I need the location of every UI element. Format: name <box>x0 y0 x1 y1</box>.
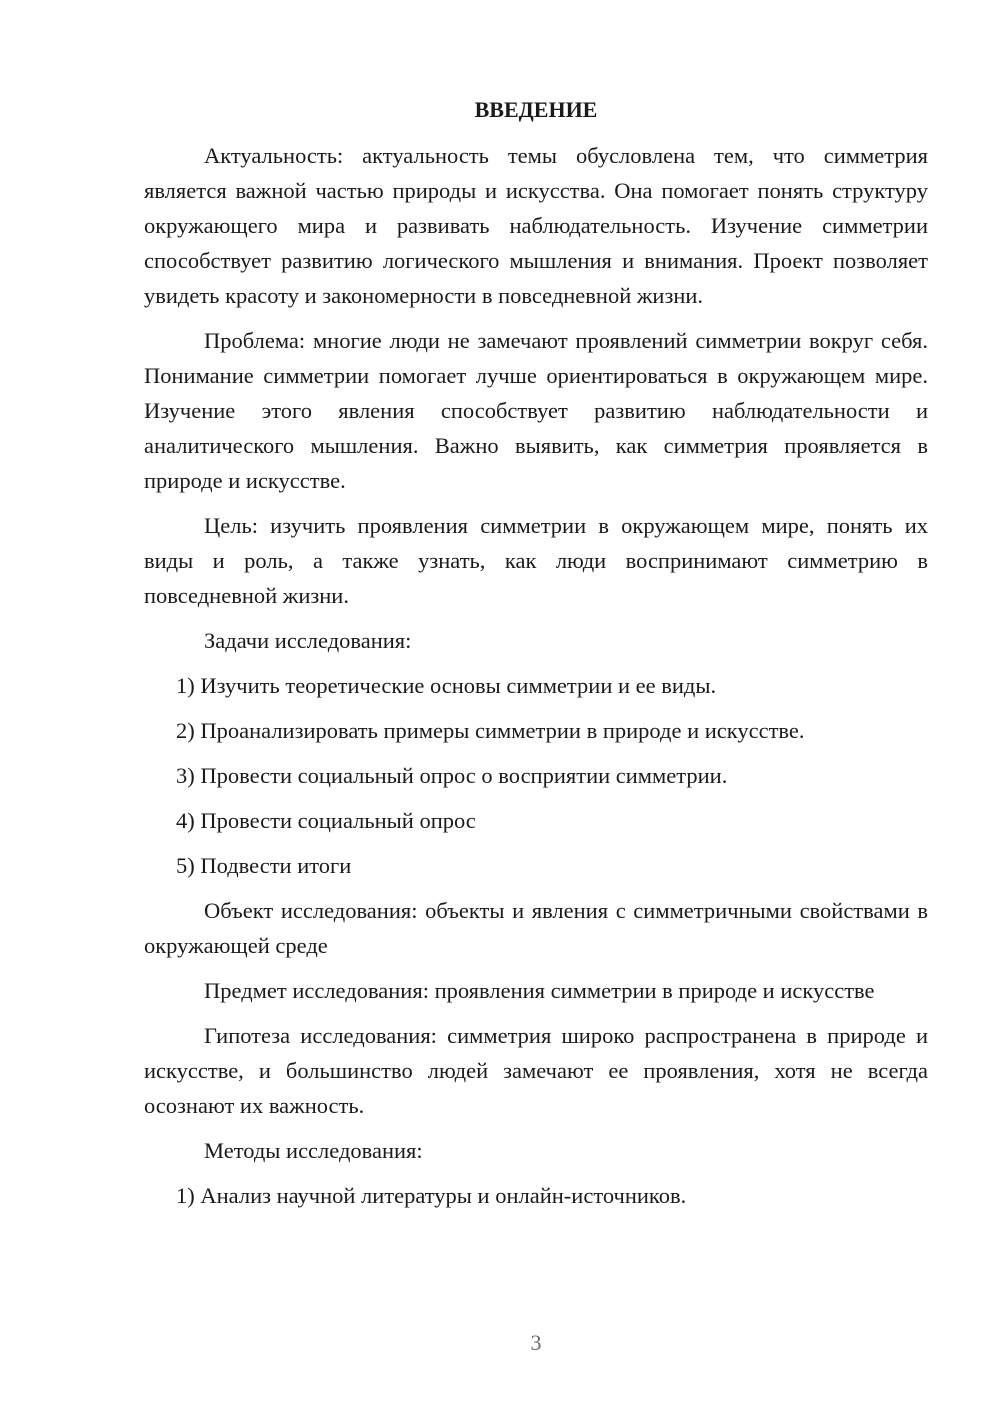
list-item: 1) Изучить теоретические основы симметрии и ее виды. <box>176 673 717 698</box>
subject-paragraph: Предмет исследования: проявления симметрии в природе и искусстве <box>204 978 875 1003</box>
relevance-paragraph: Актуальность: актуальность темы обусловлена тем, что симметрия является важной частью природы и искусства. Она помогает понять структуру окружающего мира и развивать наблюдательность. Изучение симметрии способствует развитию логического мышления и внимания. Проект позволяет увидеть красоту и закономерности в повседневной жизни. <box>144 143 928 308</box>
list-item: 5) Подвести итоги <box>176 853 352 878</box>
tasks-list <box>144 668 928 883</box>
goal-paragraph: Цель: изучить проявления симметрии в окружающем мире, понять их виды и роль, а также узнать, как люди воспринимают симметрию в повседневной жизни. <box>144 513 928 608</box>
list-item: 3) Провести социальный опрос о восприятии симметрии. <box>176 763 728 788</box>
list-item: 4) Провести социальный опрос <box>176 808 476 833</box>
list-item: 1) Анализ научной литературы и онлайн-источников. <box>176 1183 687 1208</box>
list-item: 2) Проанализировать примеры симметрии в природе и искусстве. <box>176 718 805 743</box>
methods-list <box>144 1178 928 1213</box>
methods-heading: Методы исследования: <box>204 1138 423 1163</box>
object-paragraph: Объект исследования: объекты и явления с симметричными свойствами в окружающей среде <box>144 898 928 958</box>
page-number: 3 <box>530 1330 542 1355</box>
hypothesis-paragraph: Гипотеза исследования: симметрия широко распространена в природе и искусстве, и большинство людей замечают ее проявления, хотя не всегда осознают их важность. <box>144 1023 928 1118</box>
page-title: ВВЕДЕНИЕ <box>474 97 598 122</box>
page-content <box>144 94 928 1223</box>
problem-paragraph: Проблема: многие люди не замечают проявлений симметрии вокруг себя. Понимание симметрии помогает лучше ориентироваться в окружающем мире. Изучение этого явления способствует развитию наблюдательности и аналитического мышления. Важно выявить, как симметрия проявляется в природе и искусстве. <box>144 328 928 493</box>
tasks-heading: Задачи исследования: <box>204 628 412 653</box>
